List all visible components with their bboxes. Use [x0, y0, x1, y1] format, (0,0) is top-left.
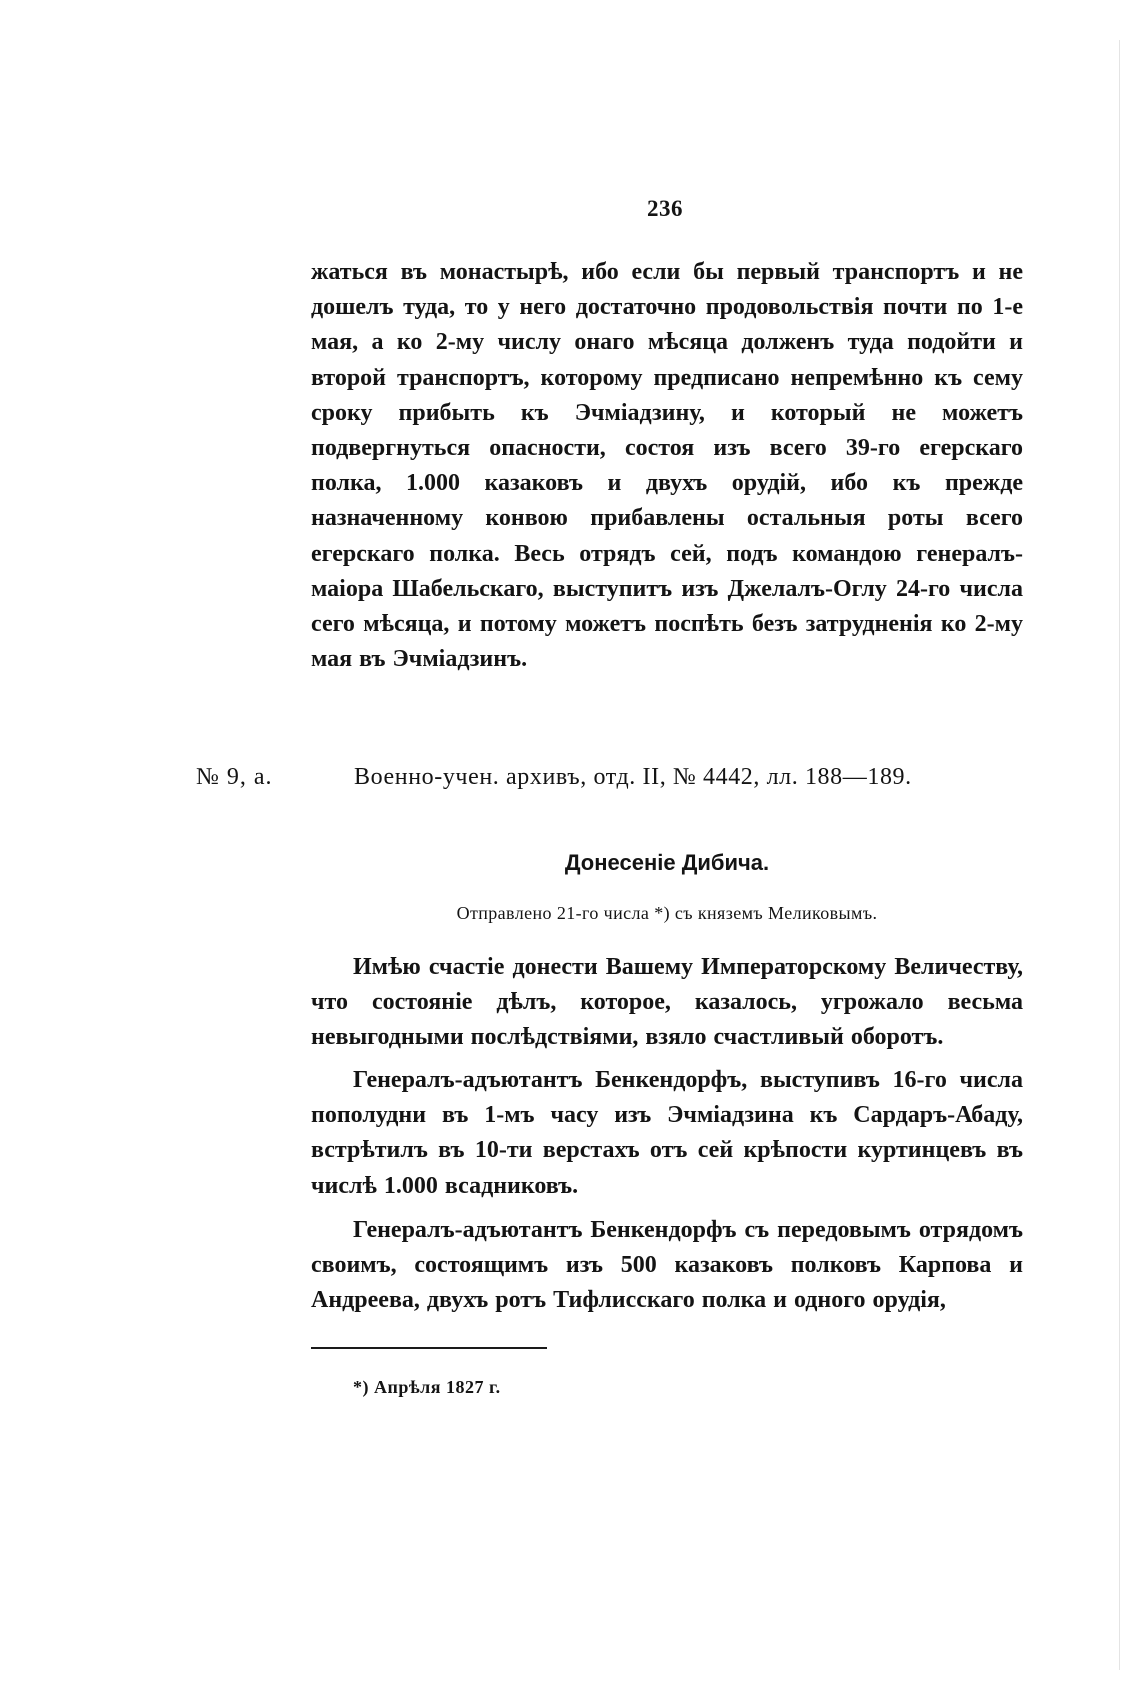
document-number: № 9, а. — [196, 764, 273, 790]
page-number: 236 — [647, 196, 683, 221]
footnote-separator — [311, 1347, 547, 1349]
document-subtitle: Отправлено 21-го числа *) съ княземъ Меликовымъ. — [456, 903, 878, 923]
page-edge-line — [1119, 40, 1120, 1670]
body-paragraph-1: Имѣю счастіе донести Вашему Императорскому Величеству, что состояніе дѣлъ, которое, казалось, угрожало весьма невыгодными послѣдствіями, взяло счастливый оборотъ. — [311, 954, 1023, 1051]
continuation-paragraph: жаться въ монастырѣ, ибо если бы первый транспортъ и не дошелъ туда, то у него достаточно продовольствія почти по 1-е мая, а ко 2-му числу онаго мѣсяца долженъ туда подойти и второй транспортъ, которому предписано непремѣнно къ сему сроку прибыть къ Эчміадзину, и который не можетъ подвергнуться опасности, состоя изъ всего 39-го егерскаго полка, 1.000 казаковъ и двухъ орудій, ибо къ прежде назначенному конвою прибавлены остальныя роты всего егерскаго полка. Весь отрядъ сей, подъ командою генералъ-маіора Шабельскаго, выступитъ изъ Джелалъ-Оглу 24-го числа сего мѣсяца, и потому можетъ поспѣть безъ затрудненія ко 2-му мая въ Эчміадзинъ. — [311, 259, 1023, 673]
footnote: *) Апрѣля 1827 г. — [353, 1377, 501, 1397]
body-paragraph-2: Генералъ-адъютантъ Бенкендорфъ, выступивъ 16-го числа пополудни въ 1-мъ часу изъ Эчміадзина къ Сардаръ-Абаду, встрѣтилъ въ 10-ти верстахъ отъ сей крѣпости куртинцевъ въ числѣ 1.000 всадниковъ. — [311, 1067, 1023, 1199]
document-title: Донесеніе Дибича. — [564, 850, 770, 875]
archive-reference: Военно-учен. архивъ, отд. II, № 4442, лл. 188—189. — [354, 764, 912, 790]
body-paragraph-3: Генералъ-адъютантъ Бенкендорфъ съ передовымъ отрядомъ своимъ, состоящимъ изъ 500 казаковъ полковъ Карпова и Андреева, двухъ ротъ Тифлисскаго полка и одного орудія, — [311, 1217, 1023, 1314]
